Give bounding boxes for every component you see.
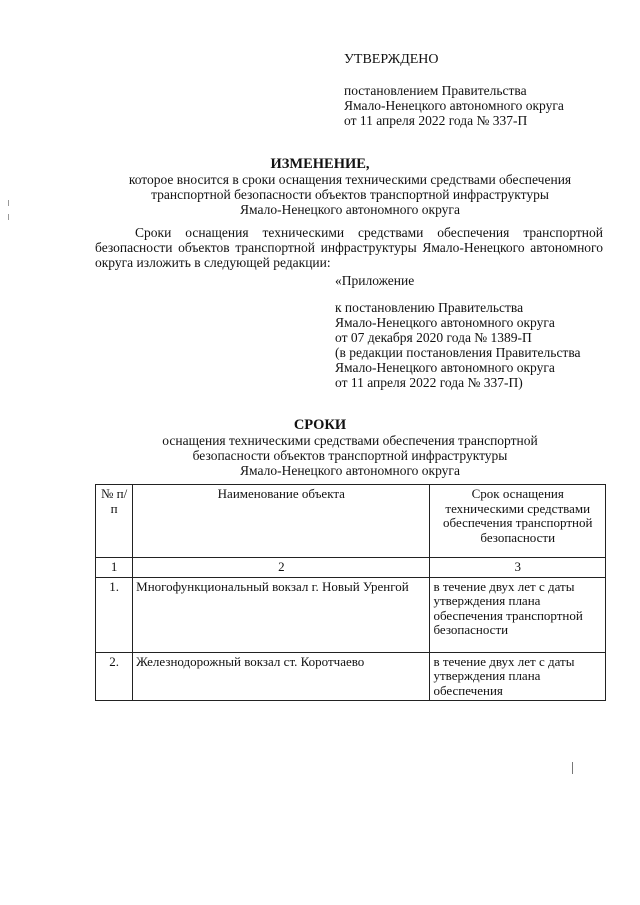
row-name: Многофункциональный вокзал г. Новый Уренгой <box>133 577 430 652</box>
change-title: ИЗМЕНЕНИЕ, <box>270 156 370 172</box>
appendix-line: от 11 апреля 2022 года № 337-П) <box>335 375 523 390</box>
change-subtitle-line: Ямало-Ненецкого автономного округа <box>240 202 460 217</box>
column-number: 2 <box>133 558 430 578</box>
appendix-line: Ямало-Ненецкого автономного округа <box>335 360 555 375</box>
row-term: в течение двух лет с даты утверждения плана обеспечения <box>430 652 606 701</box>
appendix-line: от 07 декабря 2020 года № 1389-П <box>335 330 532 345</box>
scan-mark <box>8 200 9 206</box>
change-subtitle-line: транспортной безопасности объектов транспортной инфраструктуры <box>151 187 549 202</box>
scan-mark <box>8 214 9 220</box>
appendix-line: к постановлению Правительства <box>335 300 524 315</box>
change-subtitle <box>80 172 620 217</box>
column-number: 3 <box>430 558 606 578</box>
schedule-table <box>95 484 606 701</box>
column-number: 1 <box>96 558 133 578</box>
column-number-row <box>96 558 606 578</box>
schedule-subtitle-line: безопасности объектов транспортной инфраструктуры <box>192 448 508 463</box>
appendix-line: Ямало-Ненецкого автономного округа <box>335 315 555 330</box>
appendix-label: «Приложение <box>335 273 415 288</box>
appendix-line: (в редакции постановления Правительства <box>335 345 581 360</box>
row-num: 2. <box>96 652 133 701</box>
schedule-subtitle-line: оснащения техническими средствами обеспечения транспортной <box>162 433 538 448</box>
table-row <box>96 652 606 701</box>
appendix-block <box>335 300 581 390</box>
row-num: 1. <box>96 577 133 652</box>
schedule-subtitle-line: Ямало-Ненецкого автономного округа <box>240 463 460 478</box>
scan-mark <box>572 762 573 774</box>
approval-block <box>344 83 564 128</box>
approval-line: постановлением Правительства <box>344 83 527 98</box>
schedule-subtitle <box>80 433 620 478</box>
header-term: Срок оснащения техническими средствами обеспечения транспортной безопасности <box>430 485 606 558</box>
header-name: Наименование объекта <box>133 485 430 558</box>
body-paragraph: Сроки оснащения техническими средствами обеспечения транспортной безопасности объектов транспортной инфраструктуры Ямало-Ненецкого автономного округа изложить в следующей редакции: <box>95 225 603 270</box>
table-header-row <box>96 485 606 558</box>
approval-line: Ямало-Ненецкого автономного округа <box>344 98 564 113</box>
table-row <box>96 577 606 652</box>
schedule-title: СРОКИ <box>293 417 347 433</box>
header-num: № п/п <box>96 485 133 558</box>
row-name: Железнодорожный вокзал ст. Коротчаево <box>133 652 430 701</box>
approval-line: от 11 апреля 2022 года № 337-П <box>344 113 528 128</box>
approval-heading: УТВЕРЖДЕНО <box>344 52 439 67</box>
row-term: в течение двух лет с даты утверждения плана обеспечения транспортной безопасности <box>430 577 606 652</box>
change-subtitle-line: которое вносится в сроки оснащения техническими средствами обеспечения <box>128 172 572 187</box>
